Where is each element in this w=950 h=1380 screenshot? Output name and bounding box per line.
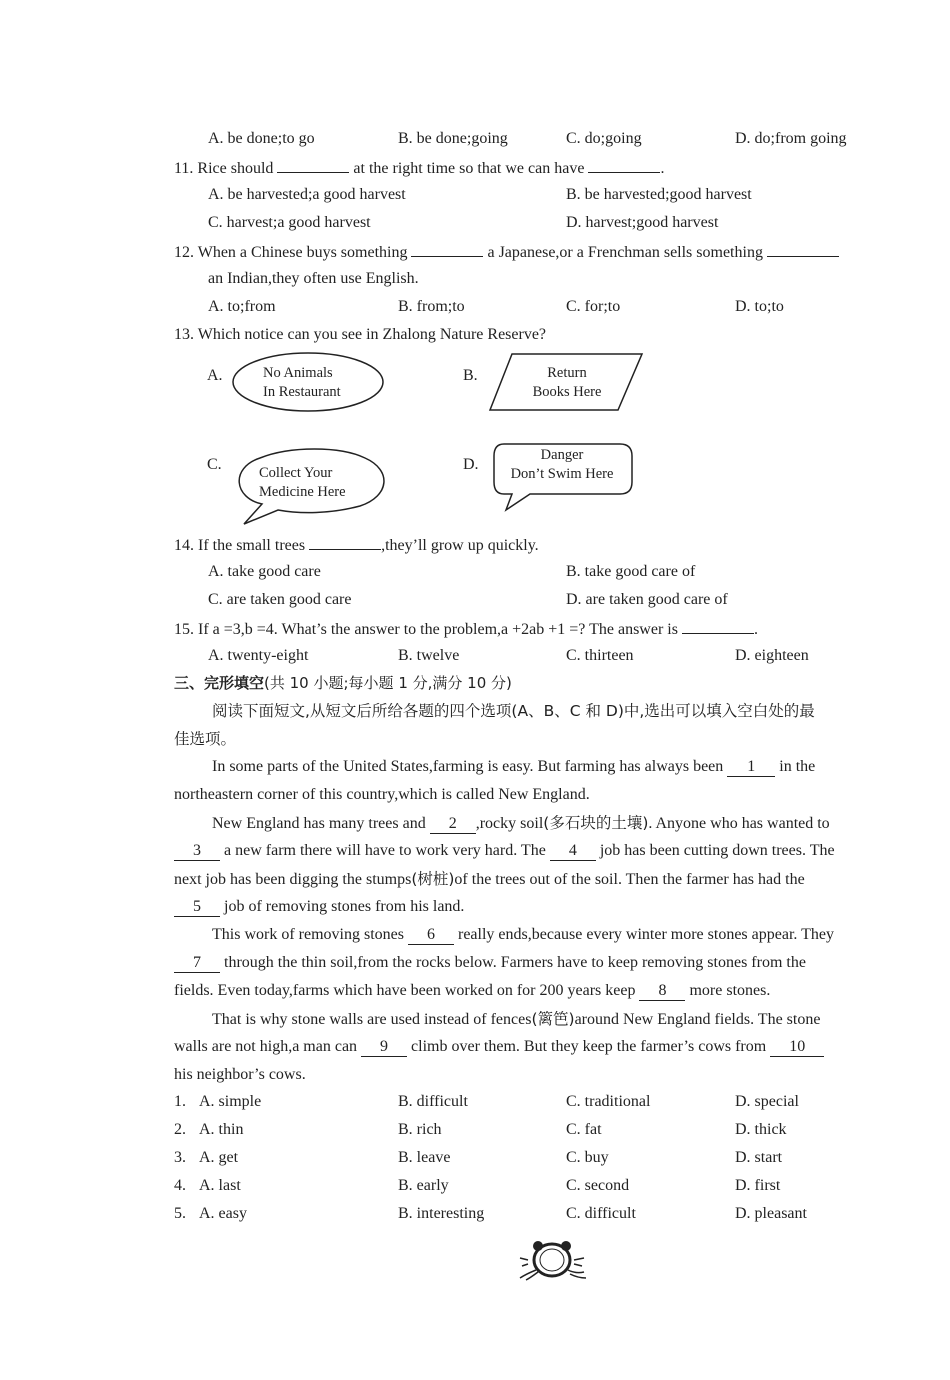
q12-option-d: D. to;to xyxy=(735,298,784,315)
q11-option-d: D. harvest;good harvest xyxy=(566,214,719,231)
answer-blank xyxy=(767,241,839,257)
q14-option-b: B. take good care of xyxy=(566,563,696,580)
cloze-option-d: D. start xyxy=(735,1149,783,1166)
cloze-blank-8: 8 xyxy=(639,982,685,1001)
cloze-option-c: C. fat xyxy=(566,1121,602,1138)
cloze-option-b: B. difficult xyxy=(398,1093,468,1110)
cloze-option-b: B. leave xyxy=(398,1149,451,1166)
notice-a-text: No Animals In Restaurant xyxy=(263,365,341,400)
cloze-option-c: C. traditional xyxy=(566,1093,651,1110)
q11-stem: 11. Rice should at the right time so that we can have . xyxy=(174,157,664,179)
cloze-option-a: A. last xyxy=(199,1177,241,1194)
q14-option-c: C. are taken good care xyxy=(208,591,352,608)
cloze-option-num: 1. xyxy=(174,1093,186,1110)
cloze-option-b: B. rich xyxy=(398,1121,442,1138)
q10-option-c: C. do;going xyxy=(566,130,642,147)
q14-stem: 14. If the small trees ,they’ll grow up quickly. xyxy=(174,534,539,556)
q11-option-a: A. be harvested;a good harvest xyxy=(208,186,406,203)
cloze-option-a: A. get xyxy=(199,1149,239,1166)
section-instructions-line2: 佳选项。 xyxy=(174,730,237,748)
cloze-blank-3: 3 xyxy=(174,842,220,861)
answer-blank xyxy=(309,534,381,550)
q12-option-c: C. for;to xyxy=(566,298,621,315)
passage-line: 5 job of removing stones from his land. xyxy=(174,897,464,917)
q14-option-d: D. are taken good care of xyxy=(566,591,728,608)
section-instructions-line1: 阅读下面短文,从短文后所给各题的四个选项(A、B、C 和 D)中,选出可以填入空白处的最 xyxy=(212,702,815,720)
cloze-option-num: 4. xyxy=(174,1177,186,1194)
q13-label-a: A. xyxy=(207,367,223,384)
q10-option-b: B. be done;going xyxy=(398,130,508,147)
cloze-option-d: D. special xyxy=(735,1093,799,1110)
notice-c-text: Collect Your Medicine Here xyxy=(259,465,346,500)
passage-line: his neighbor’s cows. xyxy=(174,1066,306,1083)
cloze-option-d: D. first xyxy=(735,1177,781,1194)
q12-stem: 12. When a Chinese buys something a Japanese,or a Frenchman sells something xyxy=(174,241,839,263)
answer-blank xyxy=(682,618,754,634)
passage-line: fields. Even today,farms which have been worked on for 200 years keep 8 more stones. xyxy=(174,982,771,999)
cloze-option-a: A. easy xyxy=(199,1205,247,1222)
cloze-option-d: D. pleasant xyxy=(735,1205,807,1222)
cloze-option-num: 5. xyxy=(174,1205,186,1222)
cloze-option-num: 3. xyxy=(174,1149,186,1166)
q15-option-d: D. eighteen xyxy=(735,647,809,664)
q10-option-d: D. do;from going xyxy=(735,130,847,147)
cloze-blank-6: 6 xyxy=(408,926,454,945)
cloze-option-num: 2. xyxy=(174,1121,186,1138)
cloze-option-a: A. simple xyxy=(199,1093,262,1110)
passage-line: 7 through the thin soil,from the rocks below. Farmers have to keep removing stones from the xyxy=(174,953,806,973)
q13-stem: 13. Which notice can you see in Zhalong Nature Reserve? xyxy=(174,326,547,343)
passage-line: This work of removing stones 6 really ends,because every winter more stones appear. They xyxy=(212,926,834,943)
q13-label-d: D. xyxy=(463,456,479,473)
cloze-blank-10: 10 xyxy=(770,1038,824,1057)
q15-option-c: C. thirteen xyxy=(566,647,634,664)
q13-label-b: B. xyxy=(463,367,478,384)
q15-stem: 15. If a =3,b =4. What’s the answer to the problem,a +2ab +1 =? The answer is . xyxy=(174,618,758,640)
cloze-blank-4: 4 xyxy=(550,842,596,861)
passage-line: 3 a new farm there will have to work very hard. The 4 job has been cutting down trees. The xyxy=(174,841,835,861)
cloze-option-b: B. early xyxy=(398,1177,449,1194)
q14-option-a: A. take good care xyxy=(208,563,321,580)
cloze-option-b: B. interesting xyxy=(398,1205,485,1222)
q15-option-b: B. twelve xyxy=(398,647,460,664)
cloze-option-a: A. thin xyxy=(199,1121,244,1138)
cloze-blank-9: 9 xyxy=(361,1038,407,1057)
cloze-blank-5: 5 xyxy=(174,898,220,917)
passage-line: next job has been digging the stumps(树桩)of the trees out of the soil. Then the farmer has had the xyxy=(174,870,805,888)
notice-b-text: Return Books Here xyxy=(532,365,602,400)
passage-line: New England has many trees and 2 ,rocky soil(多石块的土壤). Anyone who has wanted to xyxy=(212,814,830,832)
passage-line: That is why stone walls are used instead of fences(篱笆)around New England fields. The stone xyxy=(212,1010,821,1028)
cloze-option-c: C. buy xyxy=(566,1149,609,1166)
q12-stem-line2: an Indian,they often use English. xyxy=(208,270,419,287)
q12-option-a: A. to;from xyxy=(208,298,276,315)
passage-line: northeastern corner of this country,which is called New England. xyxy=(174,786,590,803)
notice-d-text: Danger Don’t Swim Here xyxy=(510,447,614,482)
answer-blank xyxy=(411,241,483,257)
cloze-blank-1: 1 xyxy=(727,758,775,777)
cloze-option-c: C. difficult xyxy=(566,1205,636,1222)
cloze-option-d: D. thick xyxy=(735,1121,787,1138)
passage-line: In some parts of the United States,farming is easy. But farming has always been 1 in the xyxy=(212,758,816,775)
q11-option-b: B. be harvested;good harvest xyxy=(566,186,752,203)
answer-blank xyxy=(588,157,660,173)
footer-mascot-icon xyxy=(516,1236,590,1282)
cloze-blank-7: 7 xyxy=(174,954,220,973)
q12-option-b: B. from;to xyxy=(398,298,465,315)
cloze-blank-2: 2 xyxy=(430,815,476,834)
q11-option-c: C. harvest;a good harvest xyxy=(208,214,371,231)
cloze-option-c: C. second xyxy=(566,1177,630,1194)
q10-option-a: A. be done;to go xyxy=(208,130,315,147)
q15-option-a: A. twenty-eight xyxy=(208,647,309,664)
q13-label-c: C. xyxy=(207,456,222,473)
section-heading: 三、完形填空(共 10 小题;每小题 1 分,满分 10 分) xyxy=(174,674,512,692)
passage-line: walls are not high,a man can 9 climb over them. But they keep the farmer’s cows from 10 xyxy=(174,1037,824,1057)
answer-blank xyxy=(277,157,349,173)
